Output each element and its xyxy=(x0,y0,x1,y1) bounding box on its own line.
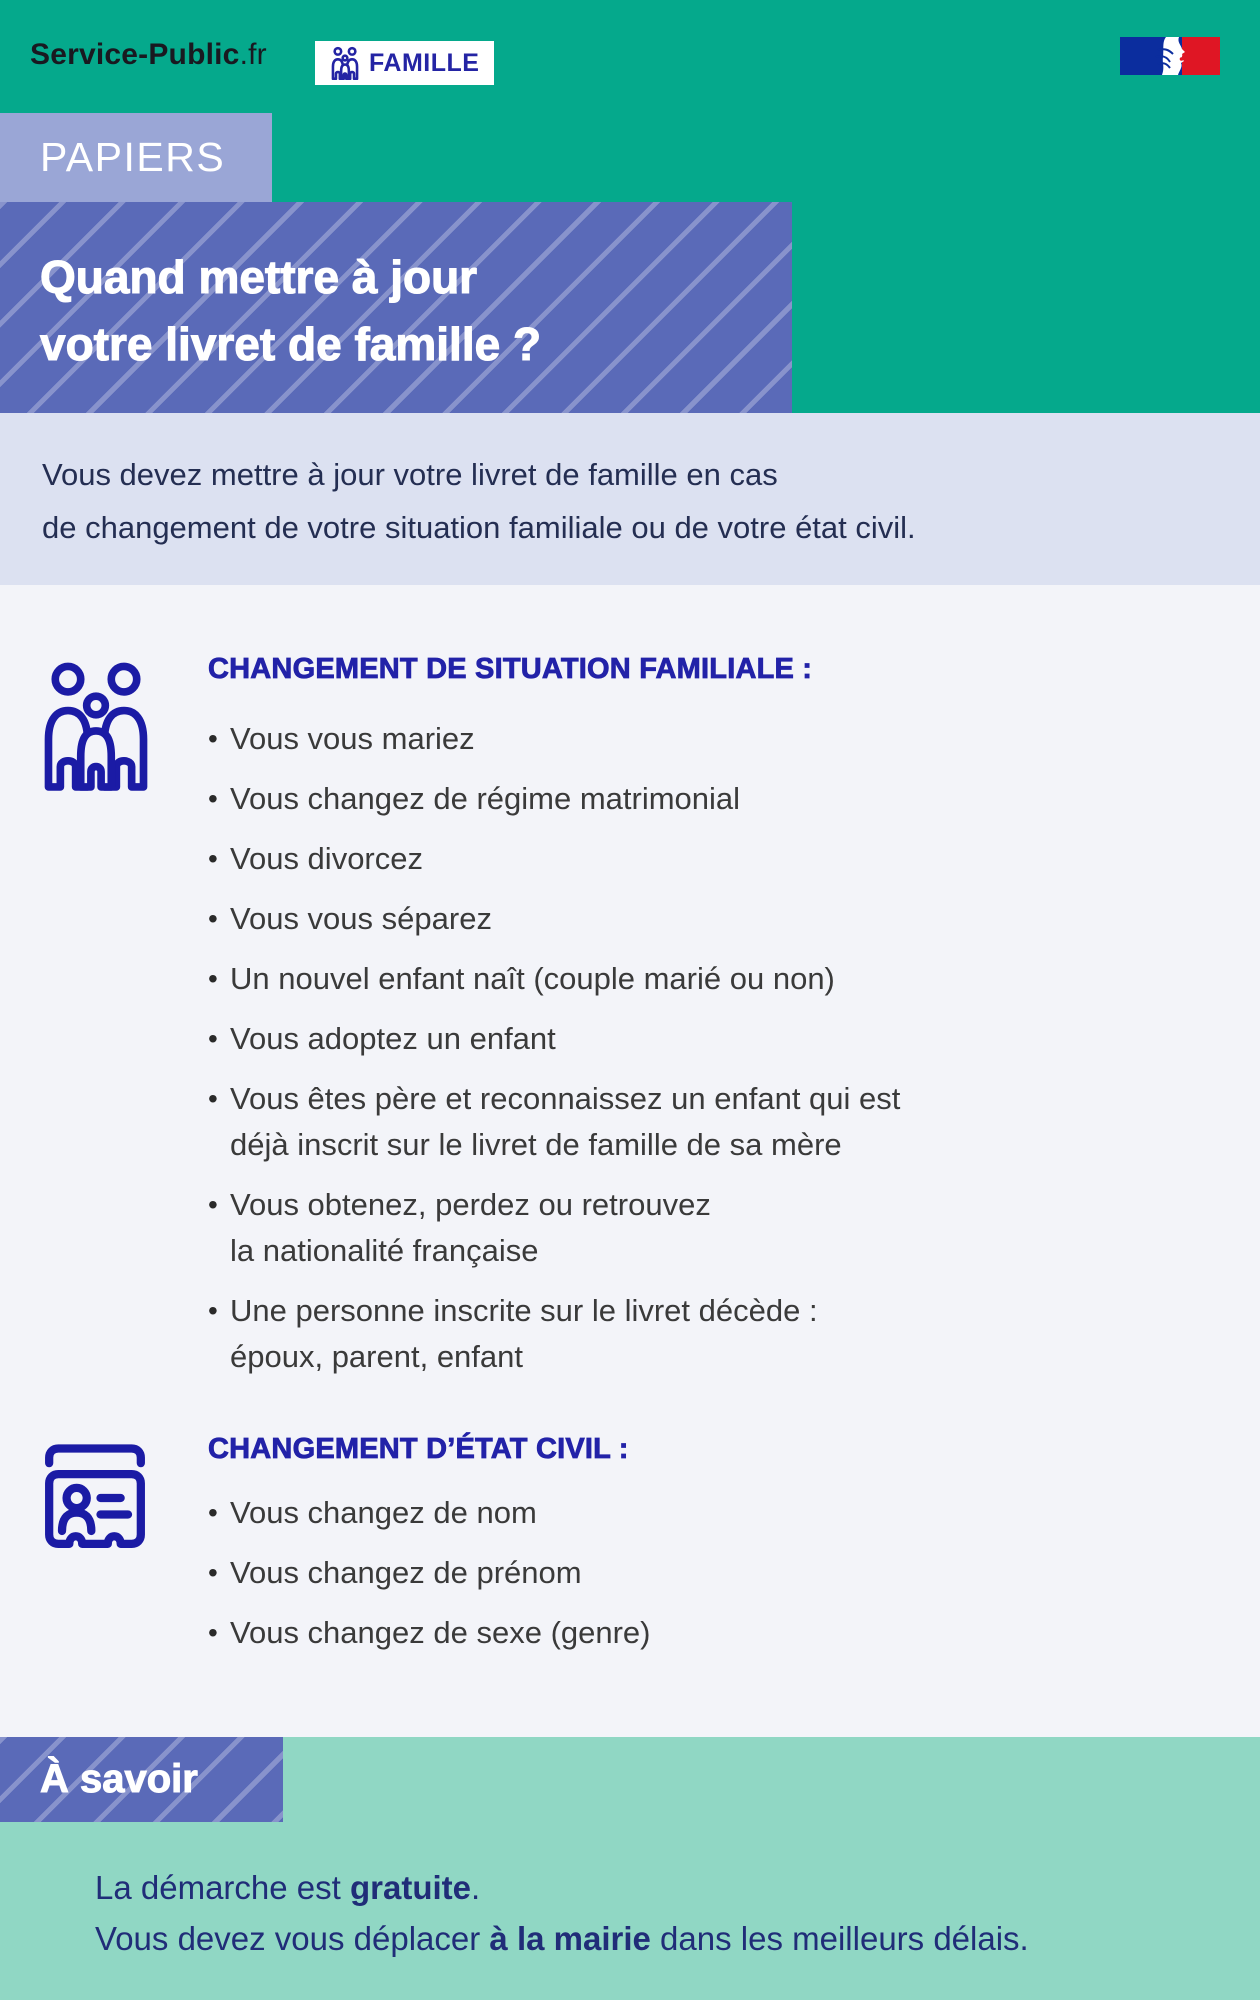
list-item-text: Vous êtes père et reconnaissez un enfant qui est déjà inscrit sur le livret de famille de sa mère xyxy=(230,1081,901,1162)
list-item-text: Vous changez de prénom xyxy=(230,1555,582,1590)
footer-line-2: Vous devez vous déplacer à la mairie dans les meilleurs délais. xyxy=(95,1920,1029,1957)
bullet-list xyxy=(208,716,1260,1380)
list-item-text: Vous vous mariez xyxy=(230,721,475,756)
title-block xyxy=(0,202,792,413)
bullet-dot: • xyxy=(208,1083,218,1114)
page-title-line-2: votre livret de famille ? xyxy=(40,317,542,370)
list-item xyxy=(208,836,1260,882)
bullet-dot: • xyxy=(208,1557,218,1588)
section-etat-civil xyxy=(0,1432,1260,1670)
list-item xyxy=(208,1550,1260,1596)
list-item xyxy=(208,1016,1260,1062)
a-savoir-badge xyxy=(0,1737,283,1822)
list-item-text: Vous changez de régime matrimonial xyxy=(230,781,741,816)
family-icon xyxy=(330,46,360,80)
intro-band xyxy=(0,413,1260,585)
brand-suffix: .fr xyxy=(239,38,267,71)
bullet-dot: • xyxy=(208,963,218,994)
bullet-dot: • xyxy=(208,903,218,934)
category-badge-papiers xyxy=(0,113,272,202)
list-item xyxy=(208,896,1260,942)
intro-line-1: Vous devez mettre à jour votre livret de famille en cas xyxy=(42,457,778,492)
a-savoir-label: À savoir xyxy=(40,1757,198,1801)
section-heading: CHANGEMENT D’ÉTAT CIVIL : xyxy=(208,1433,629,1465)
footer-line-1: La démarche est gratuite. xyxy=(95,1869,481,1906)
list-item-text: Vous changez de sexe (genre) xyxy=(230,1615,651,1650)
bullet-dot: • xyxy=(208,1617,218,1648)
bullet-dot: • xyxy=(208,1497,218,1528)
list-item-text: Une personne inscrite sur le livret décède : époux, parent, enfant xyxy=(230,1293,818,1374)
section-heading: CHANGEMENT DE SITUATION FAMILIALE : xyxy=(208,653,813,685)
list-item-text: Vous adoptez un enfant xyxy=(230,1021,556,1056)
section-situation-familiale xyxy=(0,652,1260,1394)
bullet-dot: • xyxy=(208,783,218,814)
id-card-icon xyxy=(40,1436,150,1568)
list-item-text: Vous vous séparez xyxy=(230,901,492,936)
intro-line-2: de changement de votre situation familiale ou de votre état civil. xyxy=(42,510,916,545)
list-item xyxy=(208,1076,1260,1168)
list-item xyxy=(208,956,1260,1002)
family-icon xyxy=(40,650,152,800)
category-label: PAPIERS xyxy=(40,134,226,180)
list-item xyxy=(208,1288,1260,1380)
marianne-flag-icon xyxy=(1120,37,1220,75)
bullet-dot: • xyxy=(208,1295,218,1326)
list-item-text: Vous obtenez, perdez ou retrouvez la nationalité française xyxy=(230,1187,711,1268)
bullet-dot: • xyxy=(208,723,218,754)
list-item-text: Vous divorcez xyxy=(230,841,423,876)
brand-name: Service-Public xyxy=(30,38,240,71)
list-item-text: Vous changez de nom xyxy=(230,1495,537,1530)
list-item-text: Un nouvel enfant naît (couple marié ou non) xyxy=(230,961,835,996)
list-item xyxy=(208,1610,1260,1656)
list-item xyxy=(208,1490,1260,1536)
footer-band xyxy=(0,1737,1260,2000)
bullet-dot: • xyxy=(208,1189,218,1220)
footer-text xyxy=(95,1862,1029,1964)
bullet-dot: • xyxy=(208,843,218,874)
famille-badge-label: FAMILLE xyxy=(369,48,480,77)
bullet-dot: • xyxy=(208,1023,218,1054)
page-title-line-1: Quand mettre à jour xyxy=(40,250,478,303)
list-item xyxy=(208,776,1260,822)
service-public-logo xyxy=(30,38,267,72)
list-item xyxy=(208,1182,1260,1274)
list-item xyxy=(208,716,1260,762)
bullet-list xyxy=(208,1490,1260,1656)
famille-badge xyxy=(315,41,494,85)
